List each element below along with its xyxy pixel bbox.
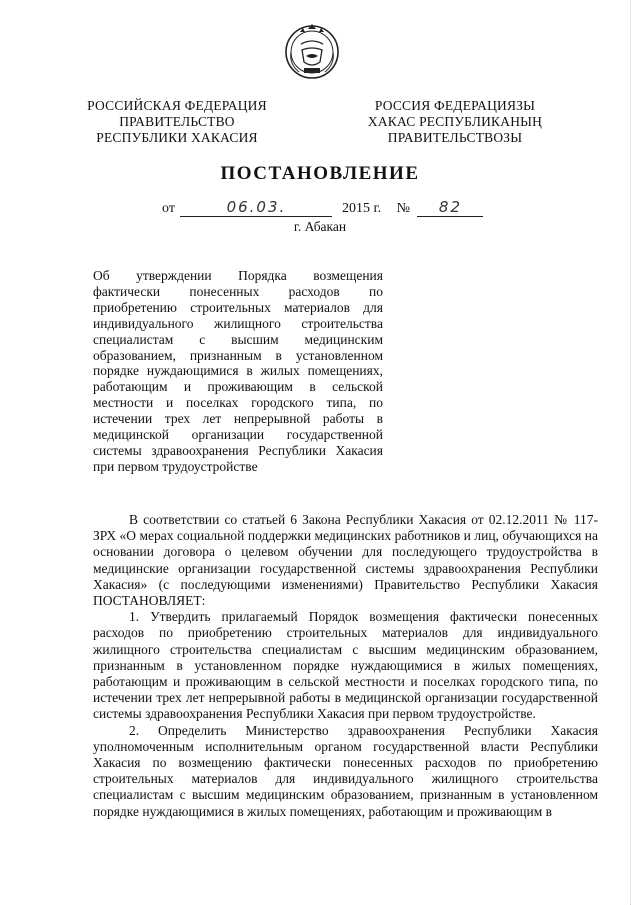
item-2-paragraph: 2. Определить Министерство здравоохранения Республики Хакасия уполномоченным исполнительным органом государственной власти Республики Хакасия по возмещению фактически понесенных расходов по приобретению строительных материалов для индивидуального жилищного строительства специалистам с высшим медицинским образованием, признанным в установленном порядке нуждающимися в жилых помещениях, работающим и проживающим в (93, 722, 598, 819)
body-text (93, 512, 598, 820)
preamble-paragraph: В соответствии со статьей 6 Закона Республики Хакасия от 02.12.2011 № 117-ЗРХ «О мерах социальной поддержки медицинских работников и лиц, обучающихся на основании договора о целевом обучении для последующего трудоустройства в медицинские организации государственной системы здравоохранения Республики Хакасия» (с последующими изменениями) Правительство Республики Хакасия ПОСТАНОВЛЯЕТ: (93, 512, 598, 609)
document-type: ПОСТАНОВЛЕНИЕ (220, 163, 420, 184)
item-1-paragraph: 1. Утвердить прилагаемый Порядок возмещения фактически понесенных расходов по приобретению строительных материалов для индивидуального жилищного строительства специалистам с высшим медицинским образованием, признанным в установленном порядке нуждающимися в жилых помещениях, работающим и проживающим в сельской местности и поселках городского типа, по истечении трех лет непрерывной работы в медицинской организации государственной системы здравоохранения Республики Хакасия при первом трудоустройстве. (93, 609, 598, 722)
coat-of-arms-icon (283, 20, 341, 84)
header-left-line: ПРАВИТЕЛЬСТВО (119, 114, 235, 129)
handwritten-date: 06.03. (226, 198, 287, 216)
header-left-line: РОССИЙСКАЯ ФЕДЕРАЦИЯ (87, 98, 267, 113)
date-prefix: от (162, 201, 175, 216)
header-right-line: РОССИЯ ФЕДЕРАЦИЯЗЫ (374, 98, 536, 113)
header-right (340, 98, 570, 146)
subject-block: Об утверждении Порядка возмещения фактически понесенных расходов по приобретению строительных материалов для индивидуального жилищного строительства специалистам с высшим медицинским образованием, признанным в установленном порядке нуждающимися в жилых помещениях, работающим и проживающим в сельской местности и поселках городского типа, по истечении трех лет непрерывной работы в медицинской организации государственной системы здравоохранения Республики Хакасия при первом трудоустройстве (93, 268, 383, 474)
city: г. Абакан (293, 219, 347, 234)
handwritten-number: 82 (438, 198, 463, 216)
date-field (180, 200, 332, 217)
header-right-line: ПРАВИТЕЛЬСТВОЗЫ (387, 130, 523, 145)
year-text: 2015 г. (341, 201, 382, 216)
number-field (417, 200, 483, 217)
page-edge-mark (630, 0, 632, 905)
header-left-line: РЕСПУБЛИКИ ХАКАСИЯ (96, 130, 258, 145)
date-line (162, 200, 483, 220)
header-left (62, 98, 292, 146)
number-label: № (396, 201, 410, 216)
header-right-line: ХАКАС РЕСПУБЛИКАНЫҢ (367, 114, 543, 129)
